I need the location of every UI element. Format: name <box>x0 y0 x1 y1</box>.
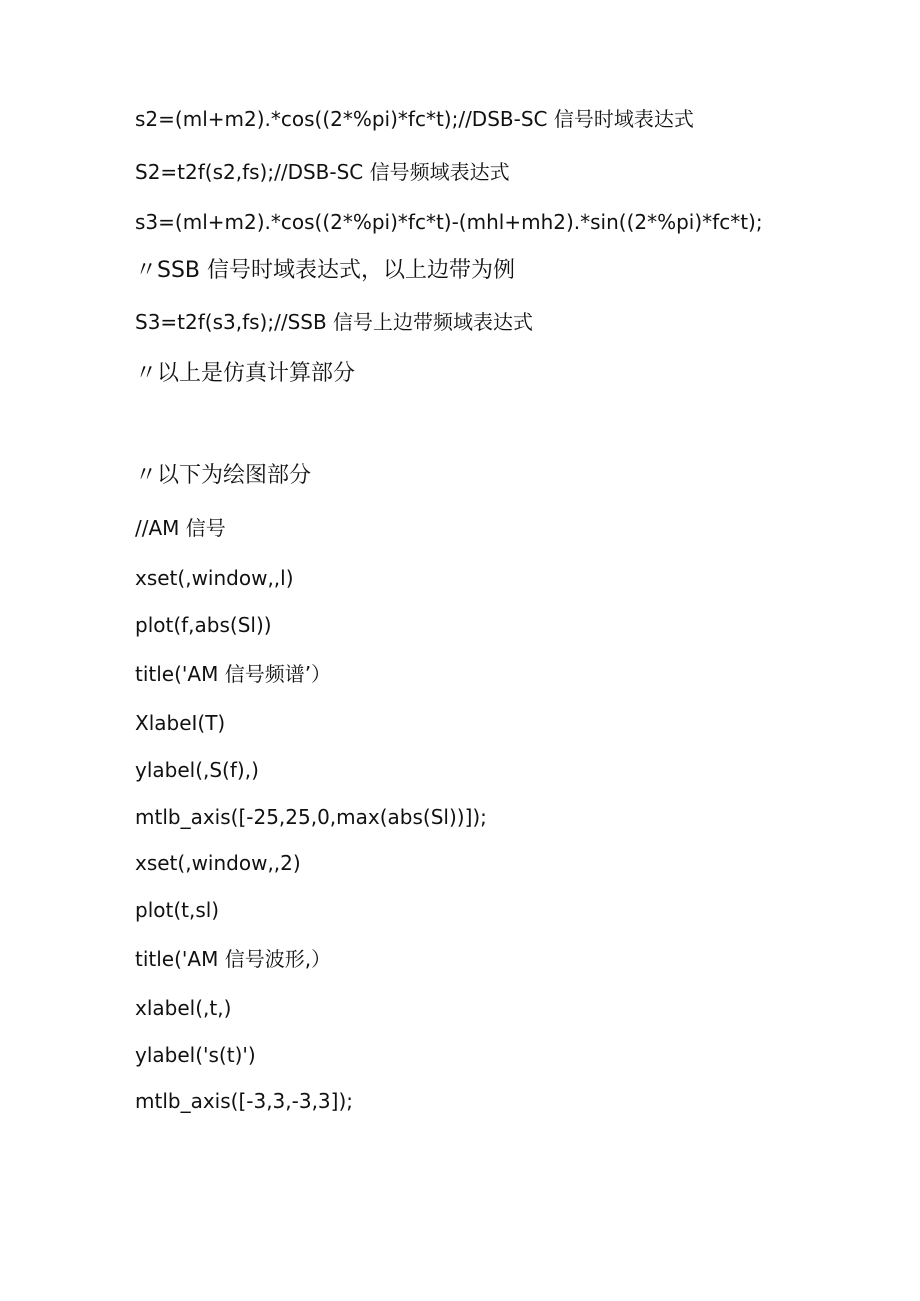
code-line: plot(f,abs(Sl)) <box>135 613 272 637</box>
comment-line: 〃以上是仿真计算部分 <box>135 361 356 386</box>
code-line: xset(,window,,l) <box>135 566 294 590</box>
code-line: xset(,window,,2) <box>135 851 301 875</box>
code-line: S3=t2f(s3,fs);//SSB 信号上边带频域表达式 <box>135 310 534 334</box>
code-line: title('AM 信号波形,） <box>135 947 332 971</box>
code-line: S2=t2f(s2,fs);//DSB-SC 信号频域表达式 <box>135 160 510 184</box>
code-line: title('AM 信号频谱’） <box>135 662 332 686</box>
code-line: s2=(ml+m2).*cos((2*%pi)*fc*t);//DSB-SC 信号时域表达式 <box>135 107 694 131</box>
code-line: xlabel(,t,) <box>135 996 232 1020</box>
code-line: mtlb_axis([-3,3,-3,3]); <box>135 1089 353 1113</box>
comment-line: 〃SSB 信号时域表达式，以上边带为例 <box>135 258 516 283</box>
code-line: plot(t,sl) <box>135 898 220 922</box>
code-line: s3=(ml+m2).*cos((2*%pi)*fc*t)-(mhl+mh2).*sin((2*%pi)*fc*t); <box>135 210 763 234</box>
code-line: XlabeI(T) <box>135 711 226 735</box>
code-line: ylabel(,S(f),) <box>135 758 259 782</box>
code-line: ylabel('s(t)') <box>135 1043 256 1067</box>
code-line: mtlb_axis([-25,25,0,max(abs(Sl))]); <box>135 805 487 829</box>
comment-line: //AM 信号 <box>135 516 226 540</box>
comment-line: 〃以下为绘图部分 <box>135 463 312 488</box>
